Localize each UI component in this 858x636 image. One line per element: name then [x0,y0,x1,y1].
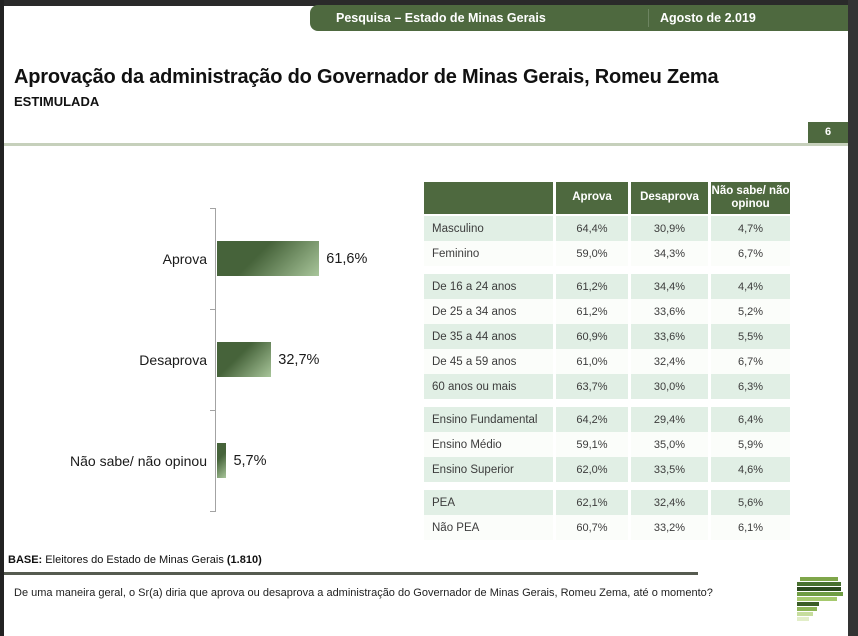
cell-aprova: 64,2% [556,407,628,432]
bar-desaprova [217,342,271,377]
cell-aprova: 63,7% [556,374,628,399]
header-date: Agosto de 2.019 [660,11,756,25]
bar-aprova [217,241,319,276]
logo-bar [797,597,837,601]
table-row [424,490,790,515]
logo-bar [797,582,841,586]
chart-row-aprova [62,208,414,309]
cell-nao-sabe: 5,5% [711,324,790,349]
header-survey-title: Pesquisa – Estado de Minas Gerais [336,11,546,25]
cell-aprova: 62,1% [556,490,628,515]
cell-aprova: 59,0% [556,241,628,266]
cell-desaprova: 30,0% [631,374,708,399]
cell-desaprova: 33,2% [631,515,708,540]
row-label: Feminino [424,241,553,266]
cell-aprova: 62,0% [556,457,628,482]
table-header-aprova: Aprova [556,182,628,214]
cell-desaprova: 33,5% [631,457,708,482]
base-label: BASE: [8,554,43,566]
cell-desaprova: 29,4% [631,407,708,432]
logo-bar [797,602,819,606]
chart-row-desaprova [62,309,414,410]
row-label: De 45 a 59 anos [424,349,553,374]
cell-aprova: 61,2% [556,274,628,299]
table-row [424,457,790,482]
logo-bar [797,612,813,616]
table-row [424,515,790,540]
cell-aprova: 64,4% [556,216,628,241]
window-left-edge [0,0,4,636]
table-row [424,324,790,349]
table-row [424,374,790,399]
table-group-sexo [424,216,790,266]
cell-desaprova: 35,0% [631,432,708,457]
header-banner [310,5,848,31]
cell-nao-sabe: 4,4% [711,274,790,299]
cell-nao-sabe: 6,7% [711,241,790,266]
row-label: De 16 a 24 anos [424,274,553,299]
cell-desaprova: 33,6% [631,299,708,324]
row-label: Não PEA [424,515,553,540]
crosstab-table [424,182,790,548]
page-subtitle: ESTIMULADA [14,94,100,109]
page-title: Aprovação da administração do Governador de Minas Gerais, Romeu Zema [14,66,719,88]
logo-bar [797,592,843,596]
bar-value-label: 5,7% [233,452,267,469]
cell-nao-sabe: 6,7% [711,349,790,374]
table-row [424,407,790,432]
cell-aprova: 59,1% [556,432,628,457]
table-group-escolaridade [424,407,790,482]
chart-category-label: Não sabe/ não opinou [70,452,207,469]
base-text: Eleitores do Estado de Minas Gerais [42,554,227,566]
chart-category-label: Desaprova [139,351,207,368]
row-label: De 25 a 34 anos [424,299,553,324]
base-count: (1.810) [226,554,262,566]
bar-value-label: 32,7% [278,351,320,368]
cell-nao-sabe: 4,6% [711,457,790,482]
table-row [424,216,790,241]
logo-bar [800,577,838,581]
cell-aprova: 60,9% [556,324,628,349]
table-header-row [424,182,790,214]
survey-question: De uma maneira geral, o Sr(a) diria que aprova ou desaprova a administração do Governador de Minas Gerais, Romeu Zema, até o momento? [14,587,713,599]
cell-desaprova: 32,4% [631,490,708,515]
table-group-pea [424,490,790,540]
cell-desaprova: 32,4% [631,349,708,374]
cell-nao-sabe: 5,6% [711,490,790,515]
bar-nao-sabe [217,443,226,478]
table-header-empty [424,182,553,214]
table-row [424,241,790,266]
chart-category-label: Aprova [162,250,207,267]
axis-tick [210,511,215,512]
table-row [424,299,790,324]
research-institute-logo [797,577,847,623]
table-header-desaprova: Desaprova [631,182,708,214]
header-divider [648,9,649,27]
chart-row-nao-sabe [62,410,414,511]
cell-nao-sabe: 6,4% [711,407,790,432]
cell-nao-sabe: 4,7% [711,216,790,241]
table-row [424,274,790,299]
cell-nao-sabe: 5,2% [711,299,790,324]
row-label: Masculino [424,216,553,241]
logo-bar [797,587,841,591]
row-label: Ensino Médio [424,432,553,457]
window-scrollbar-edge [848,0,858,636]
cell-aprova: 61,2% [556,299,628,324]
cell-nao-sabe: 6,3% [711,374,790,399]
cell-nao-sabe: 6,1% [711,515,790,540]
cell-desaprova: 33,6% [631,324,708,349]
bar-value-label: 61,6% [326,250,368,267]
base-note [8,554,262,566]
table-group-idade [424,274,790,399]
table-header-nao-sabe: Não sabe/ não opinou [711,182,790,214]
cell-desaprova: 30,9% [631,216,708,241]
table-row [424,432,790,457]
row-label: 60 anos ou mais [424,374,553,399]
row-label: Ensino Superior [424,457,553,482]
row-label: PEA [424,490,553,515]
table-row [424,349,790,374]
footer-rule [4,572,698,575]
logo-bar [797,607,817,611]
approval-bar-chart [62,208,414,512]
logo-bar [797,617,809,621]
cell-aprova: 60,7% [556,515,628,540]
title-rule [4,143,848,146]
cell-desaprova: 34,4% [631,274,708,299]
row-label: De 35 a 44 anos [424,324,553,349]
cell-desaprova: 34,3% [631,241,708,266]
cell-aprova: 61,0% [556,349,628,374]
cell-nao-sabe: 5,9% [711,432,790,457]
page-number-badge: 6 [808,122,848,143]
row-label: Ensino Fundamental [424,407,553,432]
